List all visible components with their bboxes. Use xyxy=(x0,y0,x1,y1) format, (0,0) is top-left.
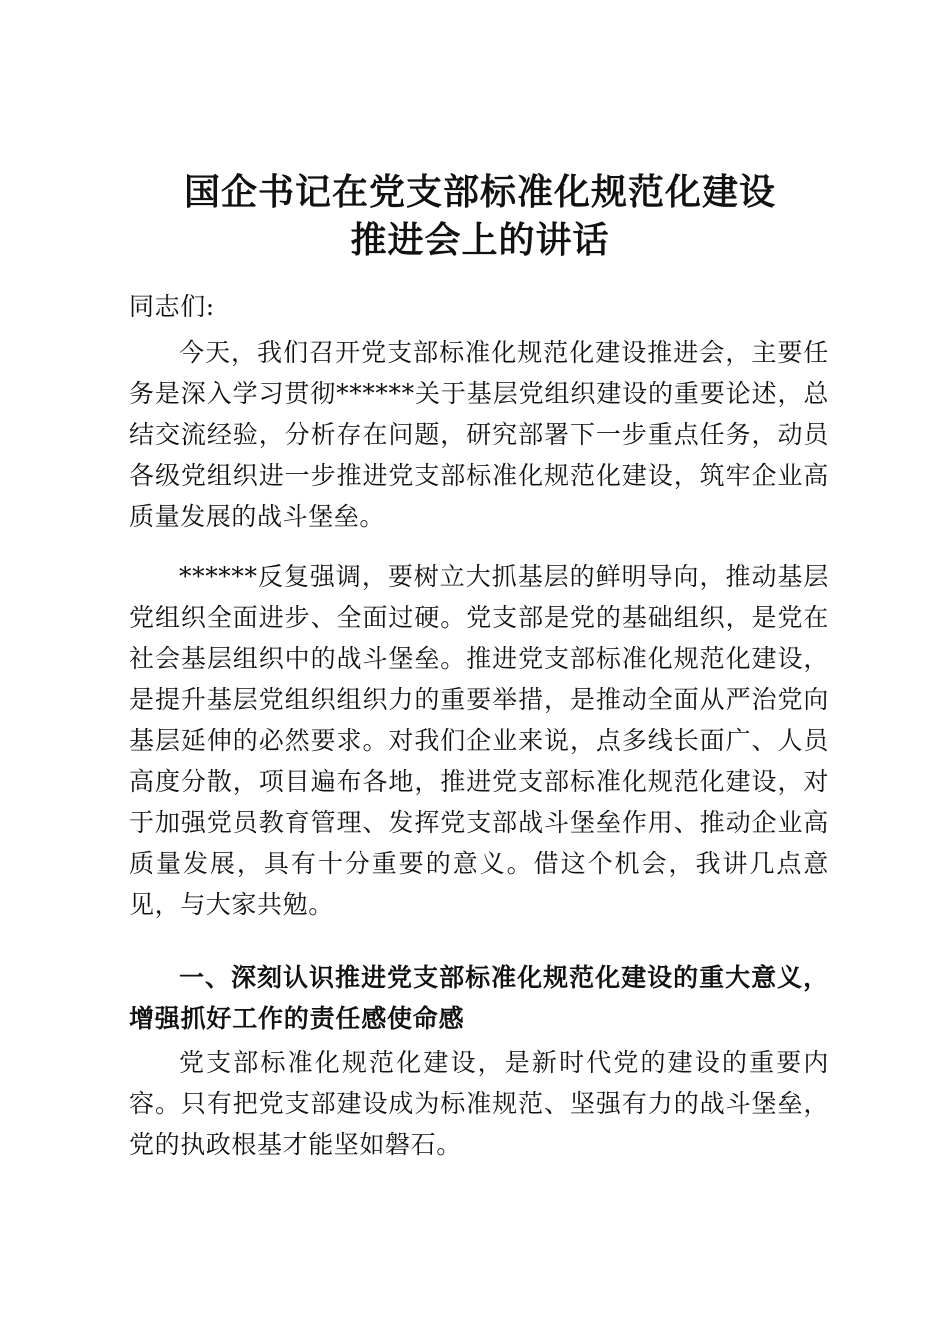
section-heading-1: 一、深刻认识推进党支部标准化规范化建设的重大意义，增强抓好工作的责任感使命感 xyxy=(129,963,829,1033)
document-title-line-1: 国企书记在党支部标准化规范化建设 xyxy=(183,171,776,213)
paragraph-2: ******反复强调，要树立大抓基层的鲜明导向，推动基层党组织全面进步、全面过硬。党支部是党的基础组织，是党在社会基层组织中的战斗堡垒。推进党支部标准化规范化建设，是提升基层党组织组织力的重要举措，是推动全面从严治党向基层延伸的必然要求。对我们企业来说，点多线长面广、人员高度分散，项目遍布各地，推进党支部标准化规范化建设，对于加强党员教育管理、发挥党支部战斗堡垒作用、推动企业高质量发展，具有十分重要的意义。借这个机会，我讲几点意见，与大家共勉。 xyxy=(129,562,829,919)
document-title-line-2: 推进会上的讲话 xyxy=(350,219,610,261)
paragraph-1: 今天，我们召开党支部标准化规范化建设推进会，主要任务是深入学习贯彻******关于基层党组织建设的重要论述，总结交流经验，分析存在问题，研究部署下一步重点任务，动员各级党组织进一步推进党支部标准化规范化建设，筑牢企业高质量发展的战斗堡垒。 xyxy=(129,338,829,531)
salutation: 同志们: xyxy=(129,292,215,321)
paragraph-3: 党支部标准化规范化建设，是新时代党的建设的重要内容。只有把党支部建设成为标准规范、坚强有力的战斗堡垒，党的执政根基才能坚如磐石。 xyxy=(129,1048,829,1159)
